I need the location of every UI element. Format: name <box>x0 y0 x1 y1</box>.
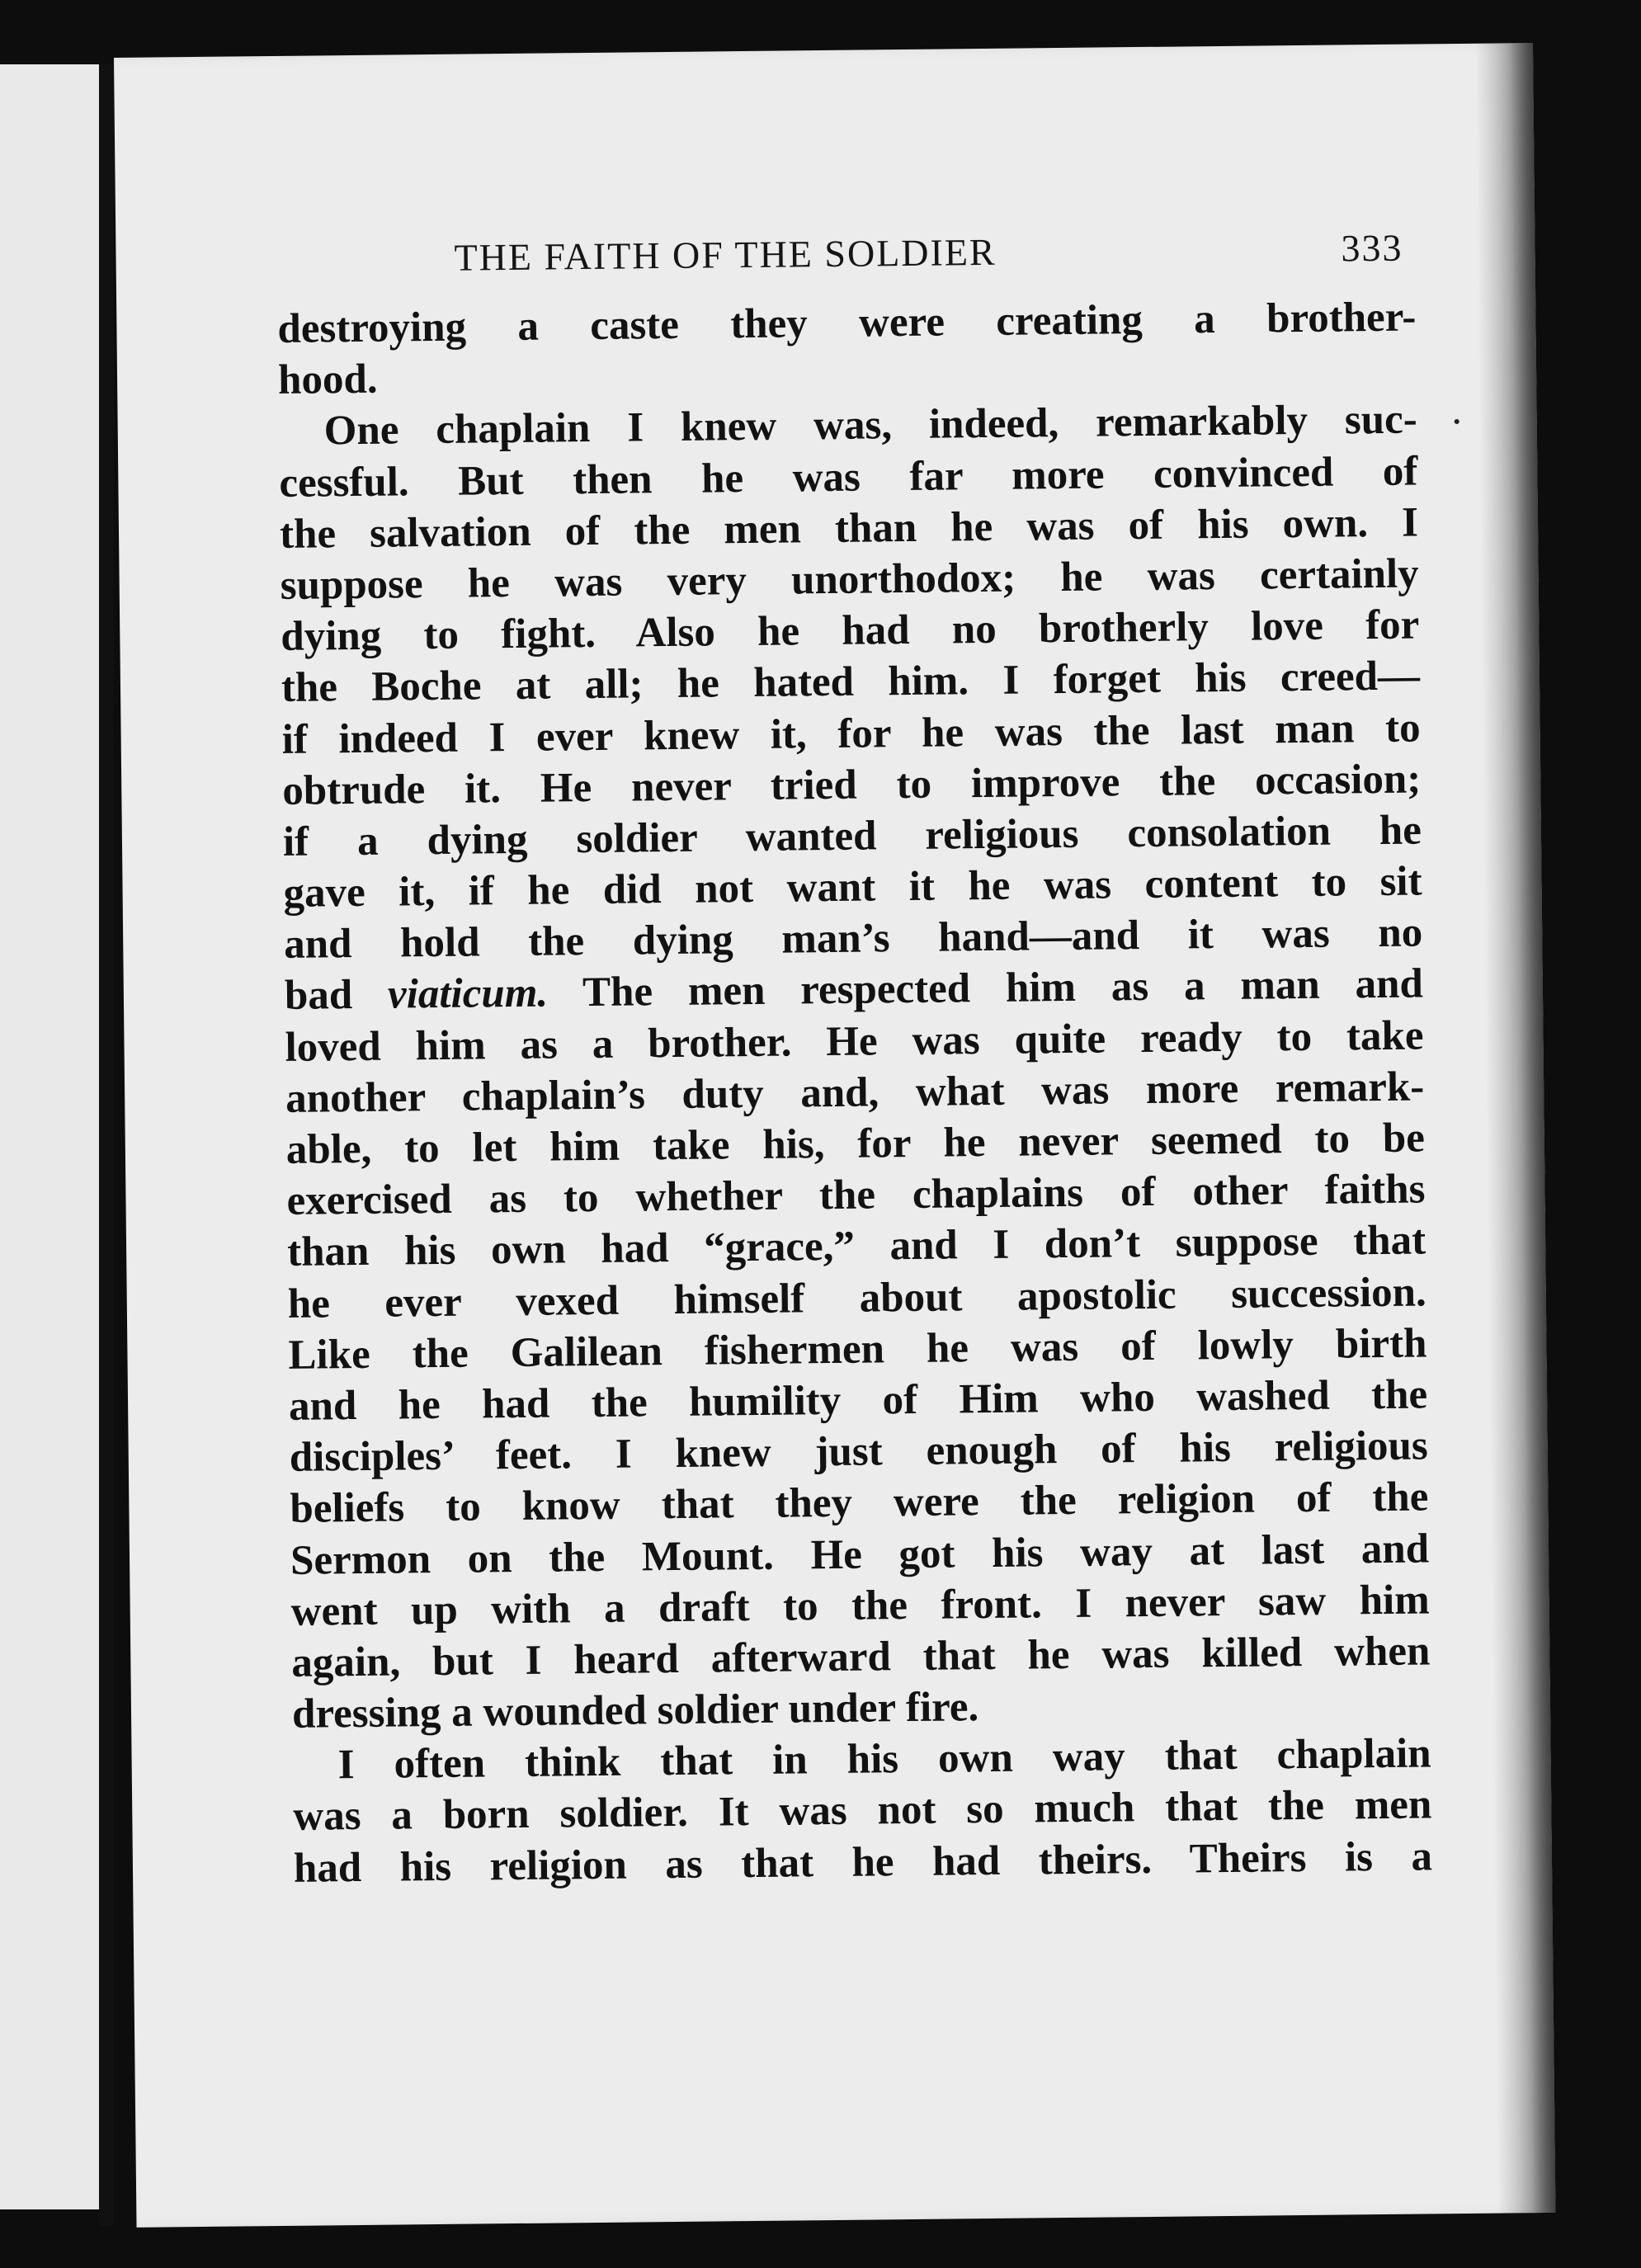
text-line: if indeed I ever knew it, for he was the last man to <box>281 704 1421 763</box>
page-gutter-shadow <box>1475 43 1556 2214</box>
left-page-fragment <box>0 64 99 2209</box>
scan-speck <box>1455 419 1459 424</box>
running-head-title: THE FAITH OF THE SOLDIER <box>454 230 997 279</box>
text-line: had his religion as that he had theirs. Theirs is a <box>293 1833 1433 1892</box>
text-line: hood. <box>277 356 378 404</box>
text-line: went up with a draft to the front. I never saw him <box>290 1577 1430 1635</box>
body-text <box>277 291 1432 1893</box>
text-line: and hold the dying man’s hand—and it was no <box>283 909 1423 969</box>
page-number: 333 <box>1341 226 1403 270</box>
text-line: he ever vexed himself about apostolic succession. <box>287 1268 1427 1327</box>
text-line: dressing a wounded soldier under fire. <box>291 1684 979 1738</box>
text-line: the Boche at all; he hated him. I forget his creed— <box>281 653 1421 712</box>
text-line: gave it, if he did not want it he was content to sit <box>283 858 1422 917</box>
text-segment: The men respected him as a man and <box>547 960 1424 1016</box>
text-segment: bad <box>284 972 389 1020</box>
text-line: obtrude it. He never tried to improve the occasion; <box>282 756 1422 814</box>
text-line: disciples’ feet. I knew just enough of his religious <box>289 1422 1428 1481</box>
text-line: Sermon on the Mount. He got his way at last and <box>290 1525 1430 1584</box>
text-line: able, to let him take his, for he never seemed to be <box>285 1115 1426 1173</box>
text-line: destroying a caste they were creating a brother- <box>277 294 1417 352</box>
text-line: again, but I heard afterward that he was killed when <box>291 1628 1431 1686</box>
italic-word: viaticum. <box>387 969 549 1019</box>
text-line: Like the Galilean fishermen he was of lowly birth <box>288 1320 1427 1379</box>
running-head <box>454 226 1403 294</box>
text-line: loved him as a brother. He was quite ready to take <box>285 1012 1424 1071</box>
text-line: One chaplain I knew was, indeed, remarkably suc- <box>323 396 1417 455</box>
book-page <box>114 43 1555 2228</box>
text-line: dying to fight. Also he had no brotherly love for <box>281 601 1420 661</box>
text-line: was a born soldier. It was not so much that the men <box>293 1781 1432 1841</box>
text-line: beliefs to know that they were the religion of the <box>290 1473 1429 1533</box>
text-line: cessful. But then he was far more convinced of <box>279 448 1418 507</box>
text-line: exercised as to whether the chaplains of other faiths <box>286 1166 1426 1225</box>
text-line: another chaplain’s duty and, what was more remark- <box>285 1063 1425 1122</box>
left-page-edge <box>99 64 114 2226</box>
text-line: and he had the humility of Him who washed the <box>288 1371 1428 1430</box>
text-line: I often think that in his own way that chaplain <box>337 1730 1431 1789</box>
text-line: if a dying soldier wanted religious consolation he <box>282 807 1422 865</box>
text-line: the salvation of the men than he was of his own. I <box>279 499 1419 558</box>
text-line: suppose he was very unorthodox; he was certainly <box>280 550 1419 609</box>
text-line: than his own had “grace,” and I don’t suppose that <box>286 1217 1426 1276</box>
